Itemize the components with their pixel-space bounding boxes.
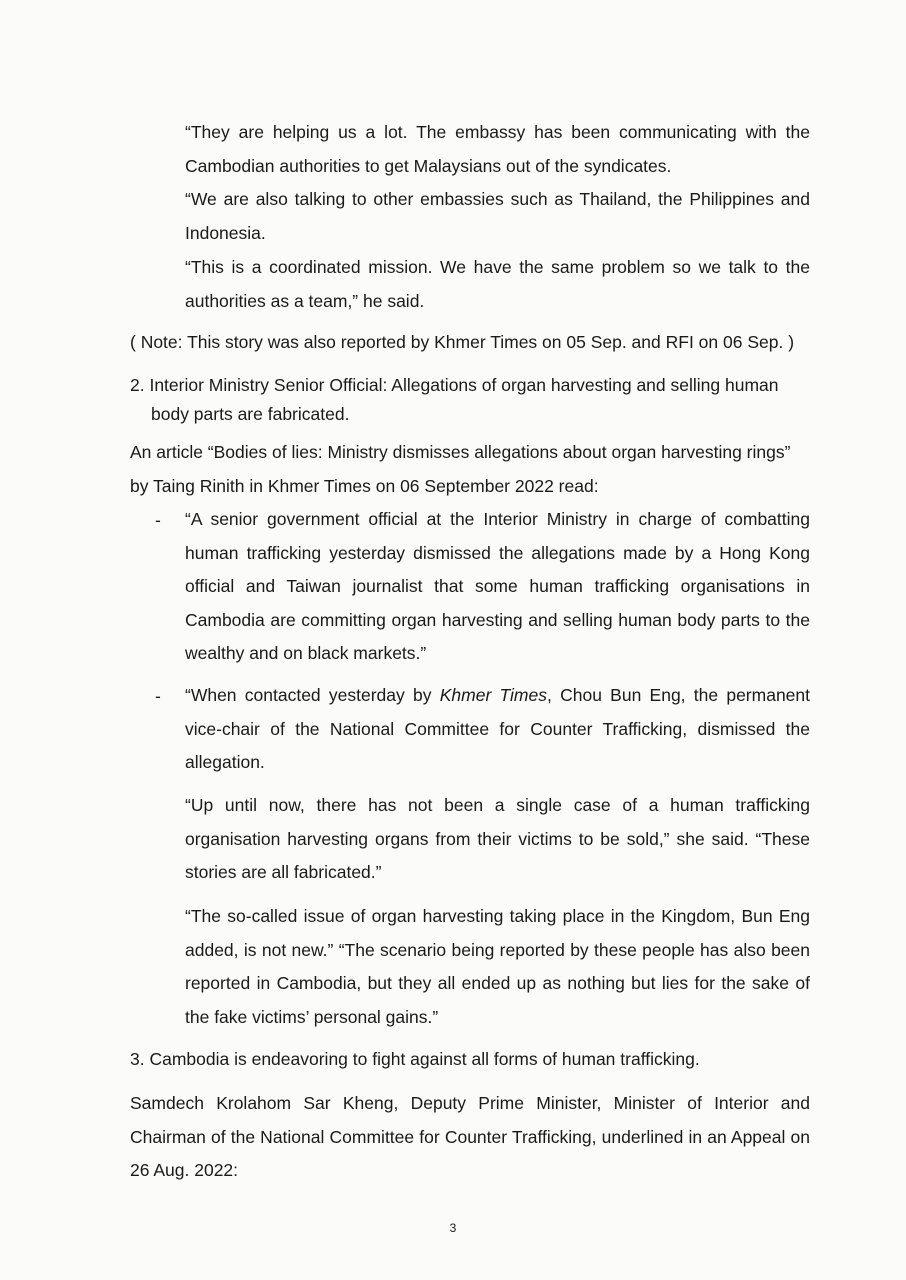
quote-paragraph: “This is a coordinated mission. We have the same problem so we talk to the authorities as a team,” he said. [185, 257, 810, 311]
section-2-intro: An article “Bodies of lies: Ministry dismisses allegations about organ harvesting rings” by Taing Rinith in Khmer Times on 06 September 2022 read: [130, 442, 791, 496]
section-3-heading: 3. Cambodia is endeavoring to fight against all forms of human trafficking. [130, 1049, 700, 1069]
bullet-dash: - [155, 686, 161, 706]
quote-paragraph: “The so-called issue of organ harvesting taking place in the Kingdom, Bun Eng added, is not new.” “The scenario being reported by these people has also been reported in Cambodia, but they all ended up as nothing but lies for the sake of the fake victims’ personal gains.” [185, 906, 810, 1027]
section-3-body: Samdech Krolahom Sar Kheng, Deputy Prime Minister, Minister of Interior and Chairman of the National Committee for Counter Trafficking, underlined in an Appeal on 26 Aug. 2022: [130, 1093, 810, 1180]
quote-paragraph: “Up until now, there has not been a single case of a human trafficking organisation harvesting organs from their victims to be sold,” she said. “These stories are all fabricated.” [185, 795, 810, 882]
bullet-paragraph [185, 679, 810, 780]
section-2-heading: 2. Interior Ministry Senior Official: Allegations of organ harvesting and selling human body parts are fabricated. [130, 375, 779, 424]
page-number: 3 [449, 1221, 457, 1235]
bullet-dash: - [155, 510, 161, 530]
bullet-paragraph: “A senior government official at the Interior Ministry in charge of combatting human trafficking yesterday dismissed the allegations made by a Hong Kong official and Taiwan journalist that some human trafficking organisations in Cambodia are committing organ harvesting and selling human body parts to the wealthy and on black markets.” [185, 509, 810, 663]
publication-name: Khmer Times [439, 685, 547, 705]
quote-paragraph: “We are also talking to other embassies such as Thailand, the Philippines and Indonesia. [185, 189, 810, 243]
quote-paragraph: “They are helping us a lot. The embassy has been communicating with the Cambodian authorities to get Malaysians out of the syndicates. [185, 122, 810, 176]
bullet-text: “When contacted yesterday by [185, 685, 440, 705]
note-paragraph: ( Note: This story was also reported by Khmer Times on 05 Sep. and RFI on 06 Sep. ) [130, 332, 795, 352]
bullet-text: , Chou Bun Eng, the permanent vice-chair of the National Committee for Counter Trafficking, dismissed the allegation. [185, 685, 811, 772]
